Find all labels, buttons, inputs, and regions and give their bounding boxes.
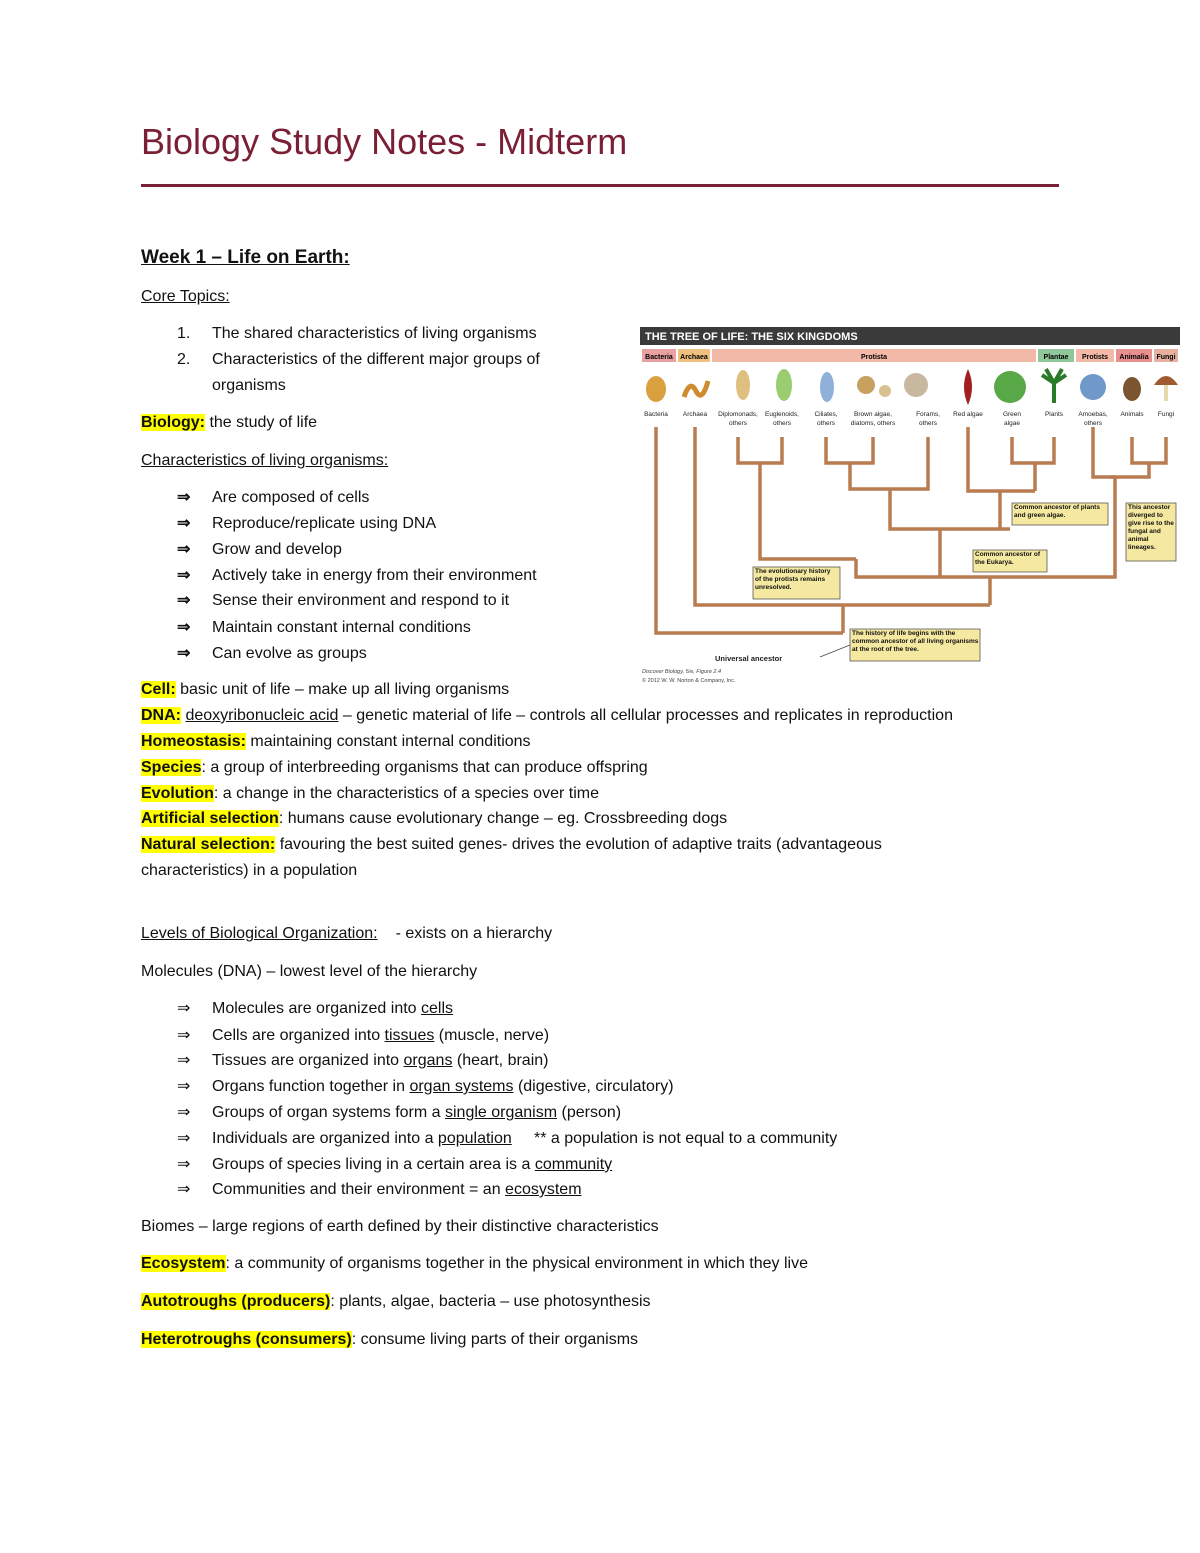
arrow-bullet-icon: ⇒ — [177, 1156, 191, 1173]
term-highlight: Homeostasis: — [141, 733, 246, 750]
kingdom-label: Fungi — [1156, 354, 1176, 361]
level-text: (heart, brain) — [452, 1052, 549, 1069]
definition-text: : plants, algae, bacteria – use photosynthesis — [330, 1293, 651, 1310]
arrow-bullet-icon: ⇒ — [177, 515, 191, 532]
list-item: Can evolve as groups — [212, 645, 367, 662]
callout-text: Common ancestor of the Eukarya. — [975, 551, 1041, 566]
definition-homeostasis — [141, 732, 531, 752]
level-item — [212, 1155, 612, 1175]
term-highlight: Cell: — [141, 681, 176, 698]
root-label: Universal ancestor — [715, 654, 783, 663]
group-label: Bacteria — [644, 411, 668, 418]
branch — [968, 427, 1035, 491]
level-term-underlined: organs — [403, 1052, 453, 1069]
branch — [1132, 437, 1166, 463]
level-term-underlined: tissues — [384, 1027, 435, 1044]
callout-eukarya — [973, 550, 1047, 573]
level-text: Groups of organ systems form a — [212, 1104, 445, 1121]
levels-heading: Levels of Biological Organization: — [141, 925, 378, 942]
group-label: Red algae — [953, 411, 983, 418]
term-highlight: DNA: — [141, 707, 181, 724]
arrow-bullet-icon: ⇒ — [177, 1181, 191, 1198]
level-item — [212, 1129, 837, 1149]
callout-text: Common ancestor of plants and green algae. — [1014, 504, 1100, 519]
group-label: Animals — [1120, 411, 1144, 418]
group-label: Euglenoids, — [765, 411, 799, 418]
level-term-underlined: population — [437, 1130, 512, 1147]
week-heading: Week 1 – Life on Earth: — [141, 247, 350, 268]
kingdom-header — [642, 349, 1178, 362]
branch — [656, 427, 843, 633]
definition-underlined: deoxyribonucleic acid — [185, 707, 339, 724]
list-item: Grow and develop — [212, 541, 342, 558]
definition-text: : consume living parts of their organisms — [351, 1331, 639, 1348]
arrow-bullet-icon: ⇒ — [177, 567, 191, 584]
level-term-underlined: single organism — [444, 1104, 558, 1121]
page-title: Biology Study Notes - Midterm — [141, 121, 628, 162]
definition-artificial-selection — [141, 809, 727, 829]
level-term-underlined: ecosystem — [505, 1181, 582, 1198]
kingdom-label: Protists — [1081, 354, 1109, 361]
term-highlight: Natural selection: — [141, 836, 276, 853]
levels-heading-line — [141, 924, 552, 944]
branch — [760, 463, 856, 559]
definition-biology — [141, 413, 317, 433]
callout-text: The history of life begins with the common ancestor of all living organisms at the root of the tree. — [852, 630, 979, 653]
definition-text: : a change in the characteristics of a species over time — [213, 785, 599, 802]
list-item: Maintain constant internal conditions — [212, 619, 471, 636]
definition-ecosystem — [141, 1254, 808, 1274]
group-labels — [644, 411, 1174, 427]
definition-dna — [141, 706, 953, 726]
arrow-bullet-icon: ⇒ — [177, 1104, 191, 1121]
definition-heterotroughs — [141, 1330, 638, 1350]
biomes-line: Biomes – large regions of earth defined by their distinctive characteristics — [141, 1218, 659, 1235]
branch — [1093, 427, 1115, 477]
definition-text: : a group of interbreeding organisms that can produce offspring — [201, 759, 648, 776]
arrow-bullet-icon: ⇒ — [177, 1078, 191, 1095]
definition-species — [141, 758, 648, 778]
level-text: Tissues are organized into — [212, 1052, 404, 1069]
arrow-bullet-icon: ⇒ — [177, 592, 191, 609]
group-label-line2: others — [816, 420, 836, 427]
brown-algae-illustration — [857, 376, 875, 394]
amoeba-illustration — [1080, 374, 1106, 400]
characteristics-heading: Characteristics of living organisms: — [141, 452, 389, 469]
level-item — [212, 1180, 582, 1200]
group-label-line2: others — [918, 420, 938, 427]
term-highlight: Artificial selection — [141, 810, 279, 827]
fungi-stem-illustration — [1164, 385, 1168, 401]
callout-text: The evolutionary history of the protists remains unresolved. — [755, 568, 831, 591]
callout-pointer — [820, 645, 850, 657]
level-text: Individuals are organized into a — [212, 1130, 438, 1147]
fungi-illustration — [1154, 376, 1178, 385]
group-label-line2: algae — [1004, 420, 1020, 427]
callout-plants — [1012, 503, 1108, 526]
term-highlight: Evolution — [141, 785, 214, 802]
arrow-bullet-icon: ⇒ — [177, 645, 191, 662]
diatom-illustration — [879, 385, 891, 397]
level-term-underlined: organ systems — [409, 1078, 514, 1095]
branch — [738, 437, 782, 463]
level-text: Groups of species living in a certain area is a — [212, 1156, 535, 1173]
group-label-line2: others — [1083, 420, 1103, 427]
arrow-bullet-icon: ⇒ — [177, 489, 191, 506]
definition-text: : humans cause evolutionary change – eg. Crossbreeding dogs — [278, 810, 728, 827]
archaea-illustration — [684, 381, 708, 397]
topic-number: 2. — [177, 351, 191, 368]
arrow-bullet-icon: ⇒ — [177, 1130, 191, 1147]
level-item — [212, 1077, 674, 1097]
group-label: Plants — [1044, 411, 1064, 418]
term-highlight: Biology: — [141, 414, 205, 431]
group-label: Green — [1002, 411, 1022, 418]
list-item: Are composed of cells — [212, 489, 370, 506]
kingdom-label: Archaea — [680, 354, 708, 361]
group-label: Diplomonads, — [718, 411, 758, 418]
figure-credit: Discover Biology, 5/e, Figure 2.4 — [642, 669, 722, 675]
branch — [826, 437, 873, 463]
kingdom-label: Protista — [860, 354, 888, 361]
list-item: Actively take in energy from their environment — [212, 567, 537, 584]
tree-branches — [656, 427, 1166, 633]
group-label: Fungi — [1157, 411, 1175, 418]
definition-evolution — [141, 784, 599, 804]
term-highlight: Ecosystem — [141, 1255, 226, 1272]
group-label-line2: others — [772, 420, 792, 427]
level-text: Molecules are organized into — [212, 1000, 422, 1017]
animal-illustration — [1123, 377, 1141, 401]
organism-illustrations — [646, 369, 1178, 405]
branch — [1110, 463, 1149, 477]
level-text: (person) — [557, 1104, 622, 1121]
definition-text: – genetic material of life – controls all cellular processes and replicates in reproduction — [338, 707, 953, 724]
level-text: Organs function together in — [212, 1078, 410, 1095]
definition-cell — [141, 680, 509, 700]
term-highlight: Species — [141, 759, 202, 776]
level-text: (muscle, nerve) — [434, 1027, 550, 1044]
term-highlight: Autotroughs (producers) — [141, 1293, 331, 1310]
definition-continuation: characteristics) in a population — [141, 862, 358, 879]
level-item — [212, 1026, 549, 1046]
definition-text: maintaining constant internal conditions — [245, 733, 531, 750]
definition-text: the study of life — [205, 414, 318, 431]
callout-root — [820, 629, 980, 662]
topic-item-continuation: organisms — [212, 377, 286, 394]
list-item: Sense their environment and respond to it — [212, 592, 510, 609]
topic-number: 1. — [177, 325, 191, 342]
group-label: Amoebas, — [1078, 411, 1108, 418]
group-label: Ciliates, — [814, 411, 838, 418]
title-divider — [141, 184, 1059, 187]
level-text: (digestive, circulatory) — [513, 1078, 674, 1095]
green-algae-illustration — [994, 371, 1026, 403]
level-text: ** a population is not equal to a community — [511, 1130, 838, 1147]
plant-illustration — [1042, 369, 1066, 403]
ciliate-illustration — [820, 372, 834, 402]
list-item: Reproduce/replicate using DNA — [212, 515, 437, 532]
molecules-line: Molecules (DNA) – lowest level of the hierarchy — [141, 963, 478, 980]
kingdom-label: Plantae — [1043, 354, 1069, 361]
kingdom-label: Bacteria — [645, 354, 673, 361]
kingdom-label: Animalia — [1119, 354, 1149, 361]
definition-text: favouring the best suited genes- drives the evolution of adaptive traits (advantageous — [275, 836, 882, 853]
topic-item: Characteristics of the different major groups of — [212, 351, 540, 368]
term-highlight: Heterotroughs (consumers) — [141, 1331, 352, 1348]
callout-fungi — [1126, 503, 1176, 562]
group-label: Archaea — [682, 411, 708, 418]
definition-text: : a community of organisms together in the physical environment in which they live — [225, 1255, 808, 1272]
arrow-bullet-icon: ⇒ — [177, 1027, 191, 1044]
foram-illustration — [904, 373, 928, 397]
group-label-line2: others — [728, 420, 748, 427]
callout-text: This ancestor diverged to give rise to the fungal and animal lineages. — [1128, 504, 1174, 551]
arrow-bullet-icon: ⇒ — [177, 619, 191, 636]
definition-natural-selection — [141, 835, 882, 855]
level-term-underlined: community — [534, 1156, 613, 1173]
group-label-line2: diatoms, others — [850, 420, 896, 427]
bacteria-illustration — [646, 376, 666, 402]
callout-protists — [753, 567, 840, 600]
levels-note: - exists on a hierarchy — [395, 925, 553, 942]
arrow-bullet-icon: ⇒ — [177, 541, 191, 558]
tree-of-life-figure — [640, 327, 1180, 689]
branch — [1012, 437, 1054, 463]
level-item — [212, 1051, 548, 1071]
figure-title: THE TREE OF LIFE: THE SIX KINGDOMS — [645, 331, 858, 343]
branch — [890, 489, 1010, 529]
core-topics-label: Core Topics: — [141, 288, 230, 305]
euglenoid-illustration — [776, 369, 792, 401]
arrow-bullet-icon: ⇒ — [177, 1052, 191, 1069]
level-item — [212, 999, 453, 1019]
definition-autotroughs — [141, 1292, 651, 1312]
definition-text: basic unit of life – make up all living organisms — [175, 681, 510, 698]
level-text: Cells are organized into — [212, 1027, 385, 1044]
diplomonad-illustration — [736, 370, 750, 400]
red-algae-illustration — [964, 369, 972, 405]
group-label: Brown algae, — [854, 411, 892, 418]
topic-item: The shared characteristics of living organisms — [212, 325, 537, 342]
figure-credit: © 2012 W. W. Norton & Company, Inc. — [642, 678, 736, 684]
level-term-underlined: cells — [421, 1000, 454, 1017]
group-label: Forams, — [916, 411, 940, 418]
level-item — [212, 1103, 621, 1123]
arrow-bullet-icon: ⇒ — [177, 1000, 191, 1017]
level-text: Communities and their environment = an — [212, 1181, 506, 1198]
